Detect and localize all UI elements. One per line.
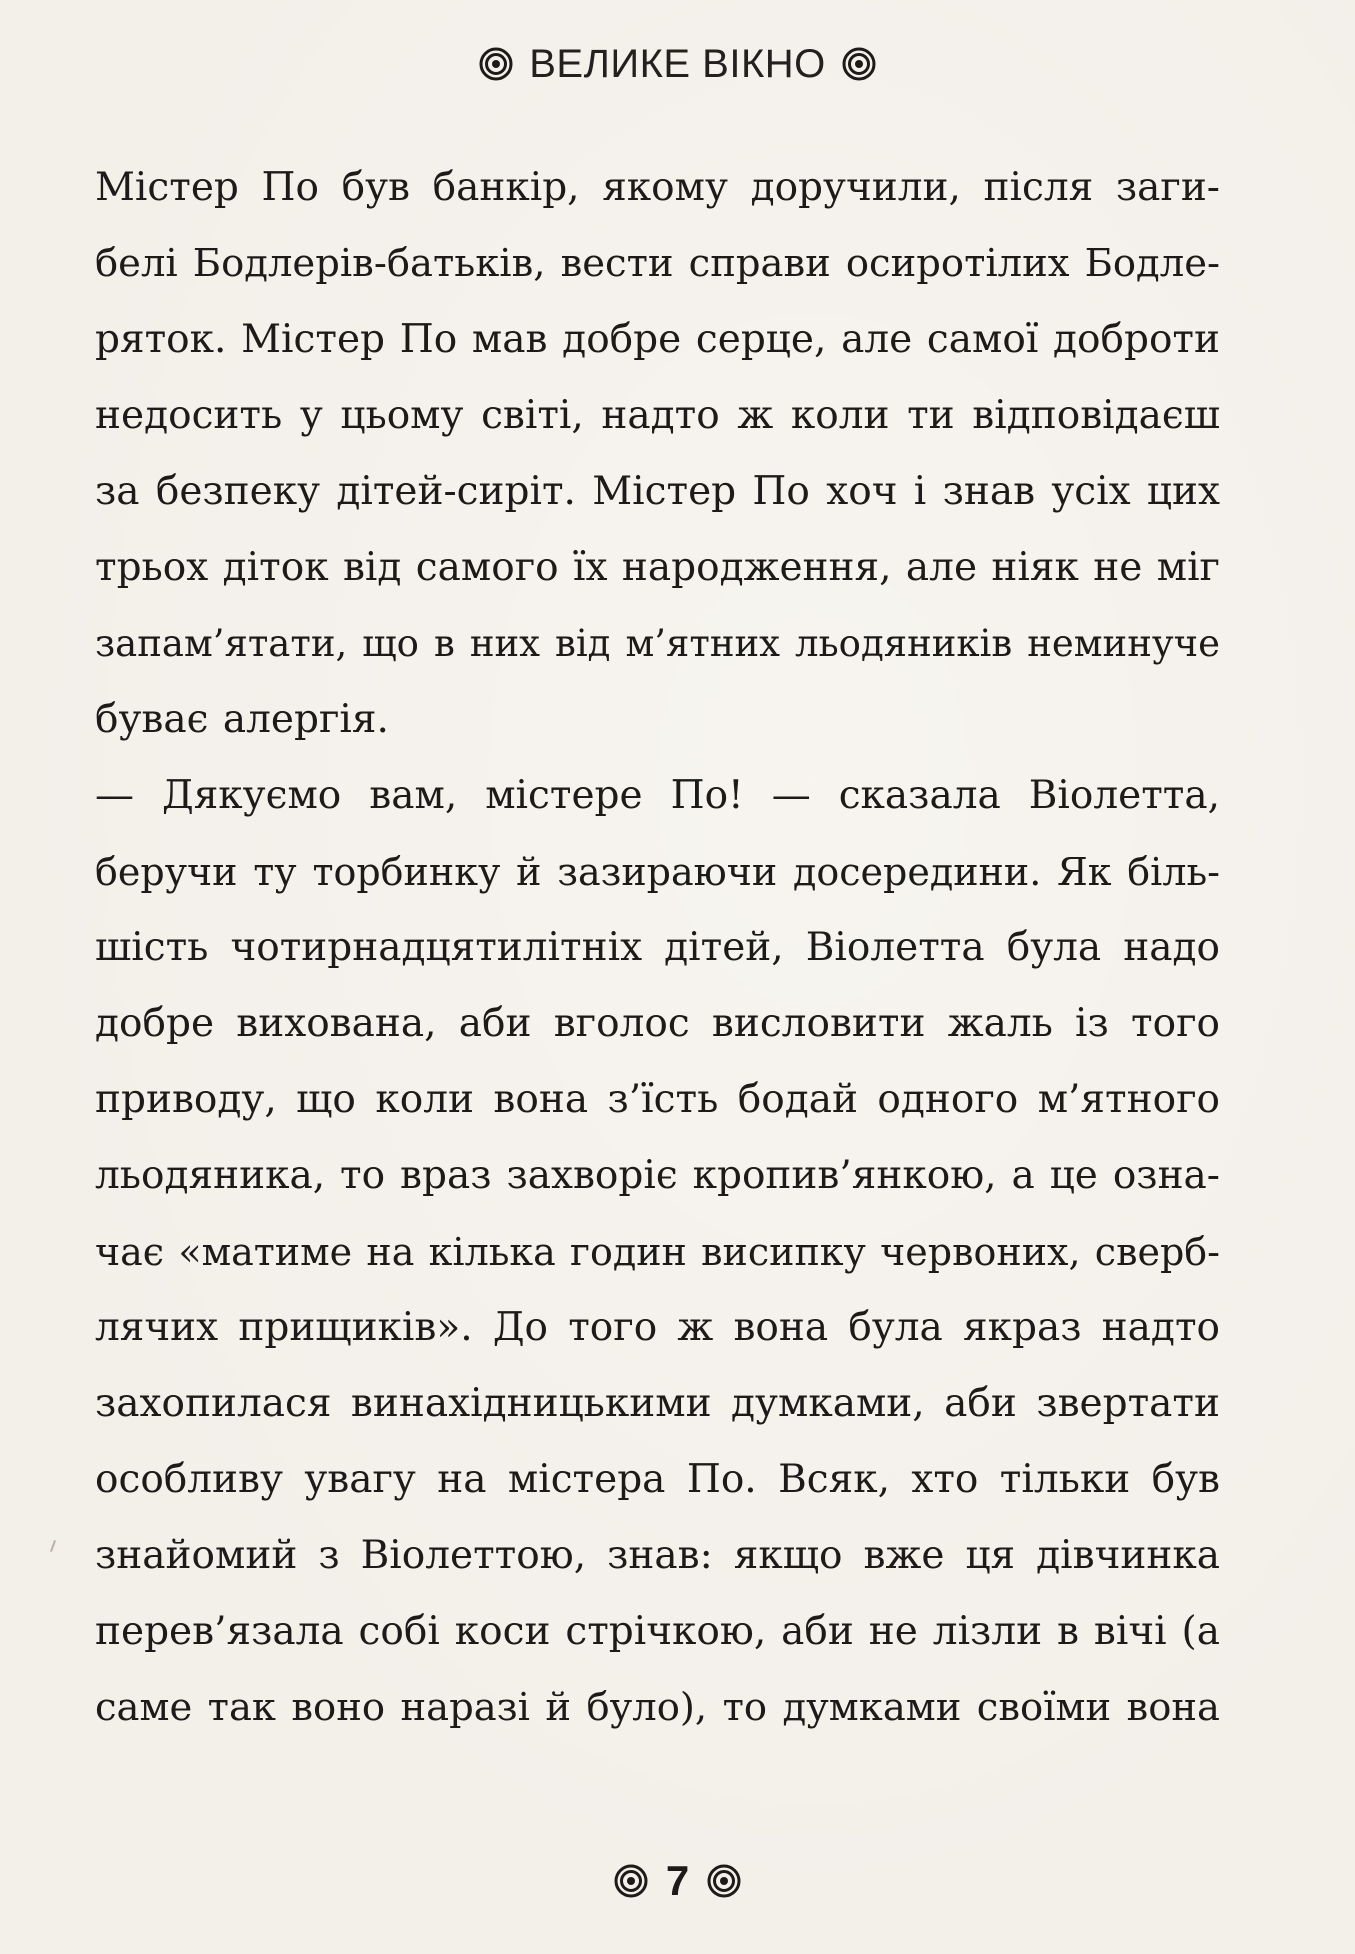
- text-line: недосить у цьому світі, надто ж коли ти відповідаєш: [95, 393, 1220, 438]
- body-text: [95, 150, 1220, 1746]
- text-line: чає «матиме на кілька годин висипку червоних, сверб-: [95, 1230, 1220, 1274]
- spiral-ornament-icon: [614, 1864, 648, 1898]
- text-line: лячих прищиків». До того ж вона була якраз надто: [95, 1305, 1220, 1350]
- text-line: особливу увагу на містера По. Всяк, хто тільки був: [95, 1457, 1220, 1502]
- page-footer: [0, 1856, 1355, 1906]
- text-line: захопилася винахідницькими думками, аби звертати: [95, 1381, 1220, 1426]
- spiral-ornament-icon: [479, 47, 513, 81]
- text-line: беручи ту торбинку й зазираючи досередини. Як біль-: [95, 850, 1220, 894]
- text-line: буває алергія.: [95, 697, 389, 742]
- text-line: запам’ятати, що в них від м’ятних льодяників неминуче: [95, 622, 1220, 665]
- paper-speck: [50, 1540, 56, 1552]
- text-line: перев’язала собі коси стрічкою, аби не лізли в вічі (а: [95, 1609, 1220, 1654]
- text-line: — Дякуємо вам, містере По! — сказала Віолетта,: [95, 773, 1220, 818]
- spiral-ornament-icon: [707, 1864, 741, 1898]
- text-line: льодяника, то враз захворіє кропив’янкою, а це озна-: [95, 1153, 1220, 1198]
- text-line: за безпеку дітей-сиріт. Містер По хоч і знав усіх цих: [95, 469, 1220, 514]
- page-number: 7: [665, 1857, 690, 1904]
- text-line: шість чотирнадцятилітніх дітей, Віолетта була надо: [95, 925, 1220, 970]
- chapter-title: ВЕЛИКЕ ВІКНО: [529, 41, 826, 86]
- text-line: приводу, що коли вона з’їсть бодай одного м’ятного: [95, 1077, 1220, 1122]
- running-header: [0, 36, 1355, 92]
- text-line: саме так воно наразі й було), то думками своїми вона: [95, 1685, 1220, 1730]
- text-line: белі Бодлерів-батьків, вести справи осиротілих Бодле-: [95, 241, 1220, 286]
- text-line: добре вихована, аби вголос висловити жаль із того: [95, 1001, 1220, 1046]
- text-line: трьох діток від самого їх народження, але ніяк не міг: [95, 545, 1220, 590]
- text-line: знайомий з Віолеттою, знав: якщо вже ця дівчинка: [95, 1533, 1220, 1578]
- text-line: Містер По був банкір, якому доручили, після заги-: [95, 165, 1220, 210]
- text-line: ряток. Містер По мав добре серце, але самої доброти: [95, 317, 1220, 362]
- spiral-ornament-icon: [842, 47, 876, 81]
